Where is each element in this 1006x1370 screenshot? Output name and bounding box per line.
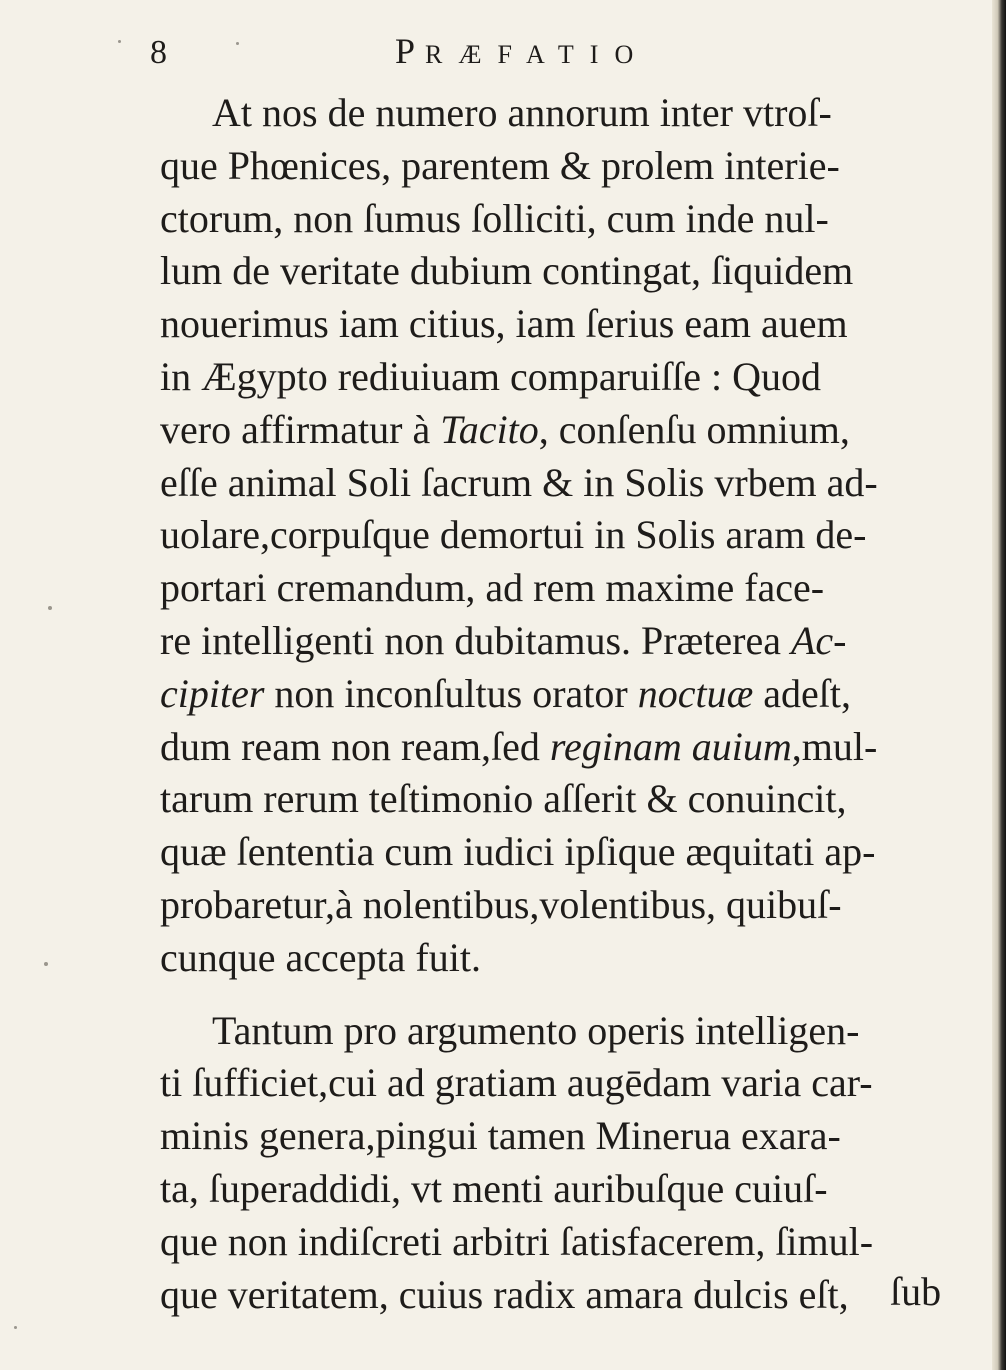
- running-title-initial: P: [395, 31, 426, 71]
- catchword: ſub: [890, 1269, 942, 1314]
- text-span: quæ ſententia cum iudici ipſique æquitati ap-: [160, 829, 876, 875]
- paper-speck: [118, 40, 121, 43]
- body-text: [160, 87, 960, 1321]
- text-line: [160, 1110, 960, 1163]
- text-line: [160, 351, 960, 404]
- page-edge-shadow: [992, 0, 1006, 1370]
- text-line: [160, 298, 960, 351]
- paragraph-gap: [160, 985, 960, 1005]
- text-span: ti ſufficiet,cui ad gratiam augēdam varia car-: [160, 1060, 873, 1106]
- text-span: At nos de numero annorum inter vtroſ-: [212, 90, 832, 135]
- text-line: [160, 773, 960, 826]
- paper-speck: [14, 1326, 17, 1329]
- text-span: nouerimus iam citius, iam ſerius eam auem: [160, 301, 848, 347]
- paragraph: [160, 1005, 960, 1322]
- text-span: portari cremandum, ad rem maxime face-: [160, 565, 825, 611]
- text-span: ctorum, non ſumus ſolliciti, cum inde nul-: [160, 195, 829, 241]
- paragraph: [160, 87, 960, 985]
- paper-speck: [236, 42, 239, 45]
- italic-span: reginam auium: [549, 723, 792, 769]
- italic-span: Tacito: [440, 406, 539, 452]
- text-span: re intelligenti non dubitamus. Præterea: [160, 617, 791, 663]
- text-line: [160, 1216, 960, 1269]
- text-span: cunque accepta fuit.: [160, 934, 481, 980]
- running-title: [395, 30, 649, 72]
- text-line: [160, 1057, 960, 1110]
- text-span: probaretur,à nolentibus,volentibus, quibuſ-: [160, 881, 842, 927]
- text-line: [160, 932, 960, 985]
- text-line: [160, 721, 960, 774]
- text-line: [160, 1163, 960, 1216]
- text-line: [160, 1005, 960, 1058]
- text-span: Tantum pro argumento operis intelligen-: [212, 1007, 860, 1053]
- text-line: [160, 668, 960, 721]
- text-span: non inconſultus orator: [264, 670, 638, 716]
- text-line: [160, 140, 960, 193]
- text-span: in Ægypto rediuiuam comparuiſſe : Quod: [160, 353, 821, 399]
- text-line: [160, 404, 960, 457]
- text-span: que non indiſcreti arbitri ſatisfacerem, ſimul-: [160, 1218, 874, 1264]
- text-span: lum de veritate dubium contingat, ſiquidem: [160, 248, 854, 294]
- text-line: [160, 879, 960, 932]
- paper-speck: [44, 962, 48, 966]
- text-line: [160, 245, 960, 298]
- text-line: [160, 193, 960, 246]
- text-span: dum ream non ream,ſed: [160, 723, 550, 769]
- text-span: eſſe animal Soli ſacrum & in Solis vrbem ad-: [160, 459, 878, 505]
- text-span: ,mul-: [791, 723, 878, 769]
- text-line: [160, 1269, 960, 1322]
- text-span: que veritatem, cuius radix amara dulcis eſt,: [160, 1271, 849, 1317]
- italic-span: Ac-: [790, 617, 847, 663]
- text-line: [160, 509, 960, 562]
- paper-speck: [48, 606, 52, 610]
- italic-span: cipiter: [160, 670, 265, 716]
- text-span: adeſt,: [753, 670, 851, 716]
- text-span: tarum rerum teſtimonio aſſerit & conuincit,: [160, 776, 847, 822]
- text-span: , conſenſu omnium,: [538, 406, 850, 452]
- text-line: [160, 457, 960, 510]
- running-title-rest: RÆFATIO: [425, 40, 650, 69]
- text-span: vero affirmatur à: [160, 406, 441, 452]
- text-span: uolare,corpuſque demortui in Solis aram de-: [160, 512, 867, 558]
- text-line: [160, 87, 960, 140]
- running-head: [150, 30, 790, 80]
- text-span: ta, ſuperaddidi, vt menti auribuſque cuiuſ-: [160, 1165, 828, 1211]
- page-number: 8: [150, 34, 167, 71]
- text-line: [160, 615, 960, 668]
- italic-span: noctuæ: [637, 670, 754, 716]
- text-span: que Phœnices, parentem & prolem interie-: [160, 142, 840, 188]
- text-line: [160, 826, 960, 879]
- text-span: minis genera,pingui tamen Minerua exara-: [160, 1113, 841, 1159]
- text-line: [160, 562, 960, 615]
